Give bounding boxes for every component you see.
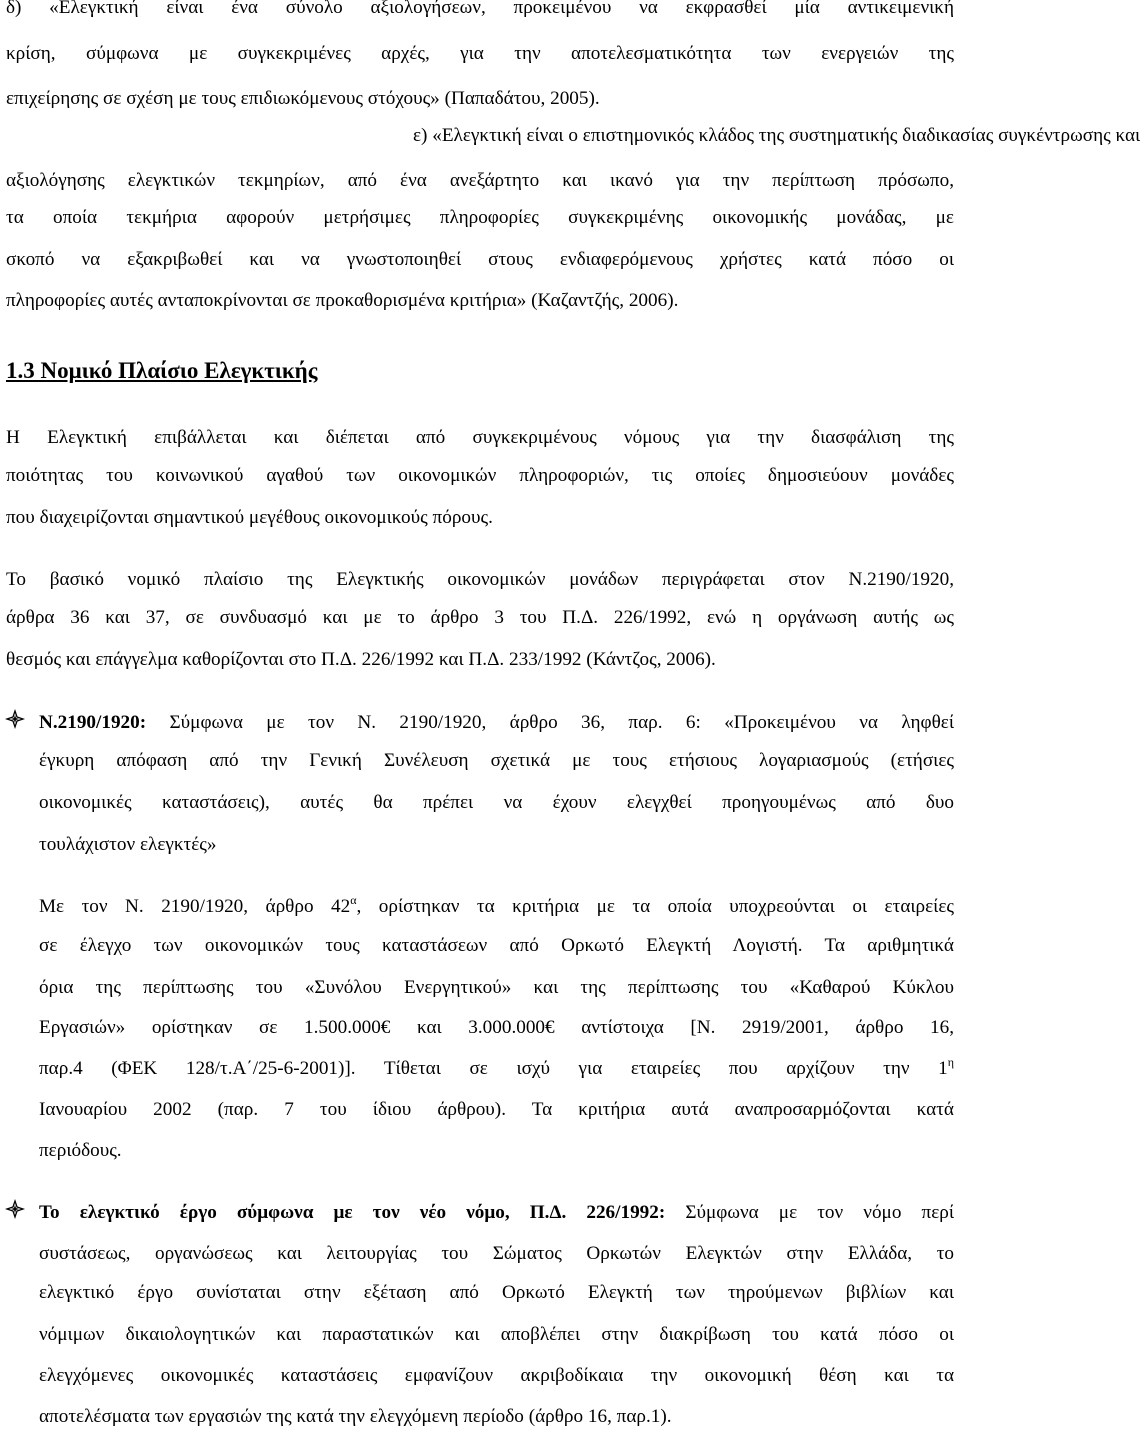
bullet-2-line-2: συστάσεως, οργανώσεως και λειτουργίας του Σώματος Ορκωτών Ελεγκτών στην Ελλάδα, το — [39, 1243, 954, 1264]
para-3-l1-b: , ορίστηκαν τα κριτήρια με τα οποία υποχρεούνται οι εταιρείες — [356, 896, 954, 917]
bullet-1-first-rest: Σύμφωνα με τον Ν. 2190/1920, άρθρο 36, παρ. 6: «Προκειμένου να ληφθεί — [146, 712, 954, 733]
para-3-line-6: Ιανουαρίου 2002 (παρ. 7 του ίδιου άρθρου). Τα κριτήρια αυτά αναπροσαρμόζονται κατά — [39, 1099, 954, 1120]
bullet-2-line-4: νόμιμων δικαιολογητικών και παραστατικών και αποβλέπει στην διακρίβωση του κατά πόσο οι — [39, 1324, 954, 1345]
para-d-line-1: δ) «Ελεγκτική είναι ένα σύνολο αξιολογήσεων, προκειμένου να εκφρασθεί μία αντικειμενική — [6, 0, 954, 18]
para-e-line-4: σκοπό να εξακριβωθεί και να γνωστοποιηθεί στους ενδιαφερόμενους χρήστες κατά πόσο οι — [6, 249, 954, 270]
section-heading: 1.3 Νομικό Πλαίσιο Ελεγκτικής — [6, 358, 318, 383]
para-3-line-2: σε έλεγχο των οικονομικών τους καταστάσεων από Ορκωτό Ελεγκτή Λογιστή. Τα αριθμητικά — [39, 935, 954, 956]
para-3-line-1 — [39, 895, 954, 919]
bullet-2-line-3: ελεγκτικό έργο συνίσταται στην εξέταση από Ορκωτό Ελεγκτή των τηρούμενων βιβλίων και — [39, 1282, 954, 1303]
bullet-2-first-rest: Σύμφωνα με τον νόμο περί — [665, 1202, 954, 1223]
bullet-1-line-3: οικονομικές καταστάσεις), αυτές θα πρέπει να έχουν ελεγχθεί προηγουμένως από δυο — [39, 792, 954, 813]
para-3-l5-sup: η — [947, 1055, 954, 1069]
bullet-2-line-1 — [39, 1201, 954, 1225]
para-e-line-2: αξιολόγησης ελεγκτικών τεκμηρίων, από ένα ανεξάρτητο και ικανό για την περίπτωση πρόσωπο, — [6, 170, 954, 191]
para-3-l1-a: Με τον Ν. 2190/1920, άρθρο 42 — [39, 896, 351, 917]
para-3-l5-a: παρ.4 (ΦΕΚ 128/τ.Α΄/25-6-2001)]. Τίθεται σε ισχύ για εταιρείες που αρχίζουν την 1 — [39, 1058, 948, 1079]
para-3-line-5 — [39, 1057, 954, 1081]
para-3-line-4: Εργασιών» ορίστηκαν σε 1.500.000€ και 3.000.000€ αντίστοιχα [Ν. 2919/2001, άρθρο 16, — [39, 1017, 954, 1038]
para-1-line-1: Η Ελεγκτική επιβάλλεται και διέπεται από συγκεκριμένους νόμους για την διασφάλιση της — [6, 427, 954, 448]
para-3-line-3: όρια της περίπτωσης του «Συνόλου Ενεργητικού» και της περίπτωσης του «Καθαρού Κύκλου — [39, 977, 954, 998]
bullet-1-bold-lead: Ν.2190/1920: — [39, 712, 147, 733]
bullet-2-line-6: αποτελέσματα των εργασιών της κατά την ελεγχόμενη περίοδο (άρθρο 16, παρ.1). — [39, 1406, 672, 1427]
diamond-bullet-icon — [6, 710, 24, 734]
para-e-line-3: τα οποία τεκμήρια αφορούν μετρήσιμες πληροφορίες συγκεκριμένης οικονομικής μονάδας, με — [6, 207, 954, 228]
para-2-line-1: Το βασικό νομικό πλαίσιο της Ελεγκτικής οικονομικών μονάδων περιγράφεται στον Ν.2190/1920, — [6, 569, 954, 590]
para-2-line-3: θεσμός και επάγγελμα καθορίζονται στο Π.Δ. 226/1992 και Π.Δ. 233/1992 (Κάντζος, 2006). — [6, 649, 716, 670]
bullet-1-line-4: τουλάχιστον ελεγκτές» — [39, 834, 217, 855]
para-d-line-2: κρίση, σύμφωνα με συγκεκριμένες αρχές, για την αποτελεσματικότητα των ενεργειών της — [6, 43, 954, 64]
para-3-l1-sup: α — [350, 893, 357, 907]
bullet-1-line-1 — [39, 711, 954, 735]
bullet-2-bold-lead: Το ελεγκτικό έργο σύμφωνα με τον νέο νόμο, Π.Δ. 226/1992: — [39, 1202, 666, 1223]
diamond-bullet-icon — [6, 1200, 24, 1224]
para-2-line-2: άρθρα 36 και 37, σε συνδυασμό και με το άρθρο 3 του Π.Δ. 226/1992, ενώ η οργάνωση αυτής ως — [6, 607, 954, 628]
para-e-line-5: πληροφορίες αυτές ανταποκρίνονται σε προκαθορισμένα κριτήρια» (Καζαντζής, 2006). — [6, 290, 679, 311]
para-1-line-3: που διαχειρίζονται σημαντικού μεγέθους οικονομικούς πόρους. — [6, 507, 493, 528]
para-3-line-7: περιόδους. — [39, 1140, 122, 1161]
para-1-line-2: ποιότητας του κοινωνικού αγαθού των οικονομικών πληροφοριών, τις οποίες δημοσιεύουν μονάδες — [6, 465, 954, 486]
bullet-1-line-2: έγκυρη απόφαση από την Γενική Συνέλευση σχετικά με τους ετήσιους λογαριασμούς (ετήσιες — [39, 750, 954, 771]
para-d-line-3: επιχείρησης σε σχέση με τους επιδιωκόμενους στόχους» (Παπαδάτου, 2005). — [6, 88, 600, 109]
bullet-2-line-5: ελεγχόμενες οικονομικές καταστάσεις εμφανίζουν ακριβοδίκαια την οικονομική θέση και τα — [39, 1365, 954, 1386]
para-e-line-1: ε) «Ελεγκτική είναι ο επιστημονικός κλάδος της συστηματικής διαδικασίας συγκέντρωσης και — [413, 125, 1140, 146]
